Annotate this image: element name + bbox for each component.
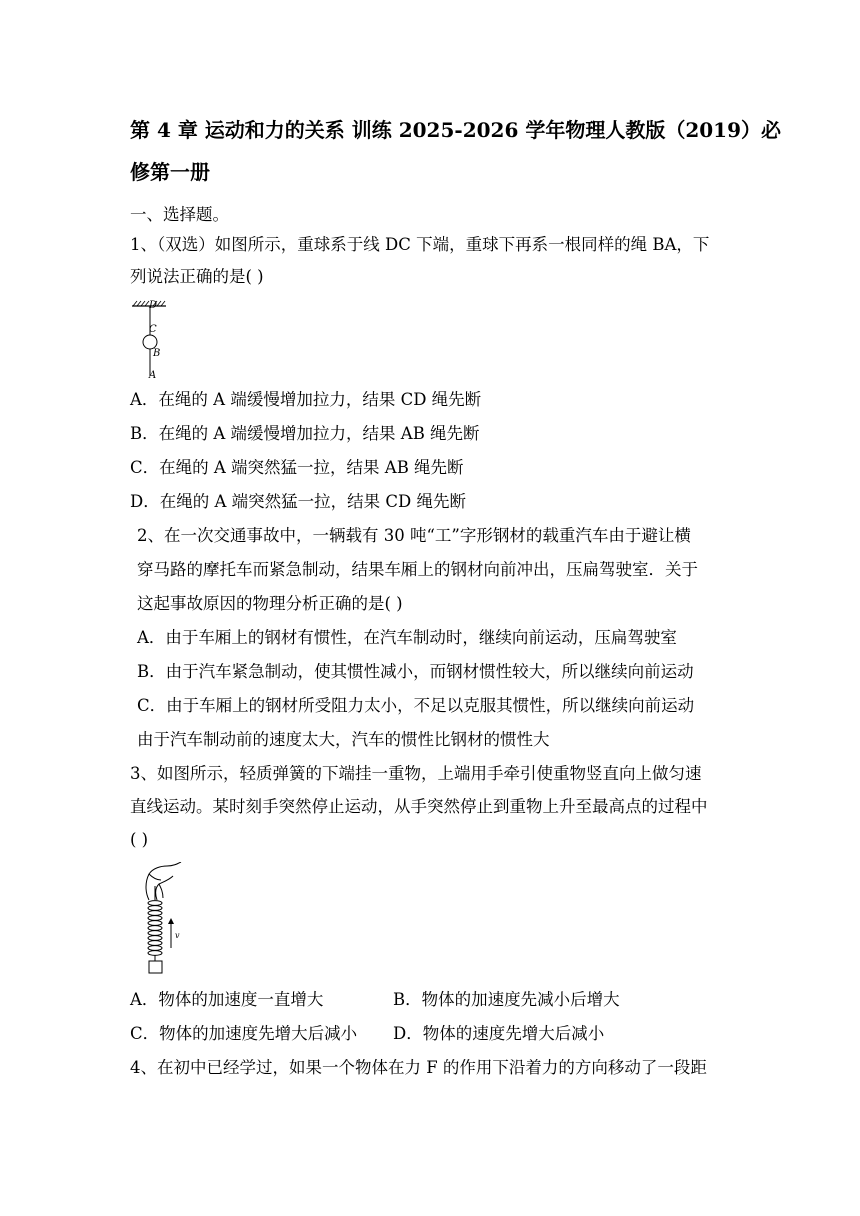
q3-option-b: B．物体的加速度先减小后增大 [393,990,620,1009]
q3-stem-line-2: 直线运动。某时刻手突然停止运动，从手突然停止到重物上升至最高点的过程中 [130,797,708,816]
q2-option-b: B．由于汽车紧急制动，使其惯性减小，而钢材惯性较大，所以继续向前运动 [137,662,694,681]
section-heading: 一、选择题。 [130,205,229,224]
spring-coils [148,901,162,956]
q2-stem-line-2: 穿马路的摩托车而紧急制动，结果车厢上的钢材向前冲出，压扁驾驶室．关于 [137,560,698,579]
q2-stem-line-1: 2、在一次交通事故中，一辆载有 30 吨“工”字形钢材的载重汽车由于避让横 [137,526,691,545]
label-d: D [149,300,158,311]
q3-option-a: A．物体的加速度一直增大 [130,990,324,1009]
weight-block [149,961,162,973]
q3-stem-line-3: ( ) [130,830,149,849]
q1-option-b: B．在绳的 A 端缓慢增加拉力，结果 AB 绳先断 [130,424,480,443]
q1-stem-line-1: 1、（双选）如图所示，重球系于线 DC 下端，重球下再系一根同样的绳 BA，下 [130,235,710,254]
q4-stem-line-1: 4、在初中已经学过，如果一个物体在力 F 的作用下沿着力的方向移动了一段距 [130,1058,707,1077]
q3-option-c: C．物体的加速度先增大后减小 [130,1024,358,1043]
q3-stem-line-1: 3、如图所示，轻质弹簧的下端挂一重物，上端用手牵引使重物竖直向上做匀速 [130,764,702,783]
q1-stem-line-2: 列说法正确的是( ) [130,267,264,286]
q2-option-a: A．由于车厢上的钢材有惯性，在汽车制动时，继续向前运动，压扁驾驶室 [137,628,677,647]
q1-option-d: D．在绳的 A 端突然猛一拉，结果 CD 绳先断 [130,492,466,511]
q1-figure-hanging-ball [130,296,180,380]
q3-figure-spring-hand [135,862,187,976]
q2-option-d: 由于汽车制动前的速度太大，汽车的惯性比钢材的惯性大 [137,730,550,749]
q1-option-a: A．在绳的 A 端缓慢增加拉力，结果 CD 绳先断 [130,390,482,409]
label-v: v [175,931,180,940]
q2-option-c: C．由于车厢上的钢材所受阻力太小，不足以克服其惯性，所以继续向前运动 [137,696,695,715]
label-c: C [149,324,157,335]
document-title-line-2: 修第一册 [130,160,210,184]
hand-icon [146,862,181,900]
label-b: B [153,348,161,359]
heavy-ball [143,335,157,349]
q3-option-d: D．物体的速度先增大后减小 [393,1024,605,1043]
document-title-line-1: 第 4 章 运动和力的关系 训练 2025-2026 学年物理人教版（2019）必 [130,118,781,142]
q1-option-c: C．在绳的 A 端突然猛一拉，结果 AB 绳先断 [130,458,464,477]
label-a: A [149,370,157,380]
velocity-arrow-head [168,918,174,924]
q2-stem-line-3: 这起事故原因的物理分析正确的是( ) [137,594,403,613]
